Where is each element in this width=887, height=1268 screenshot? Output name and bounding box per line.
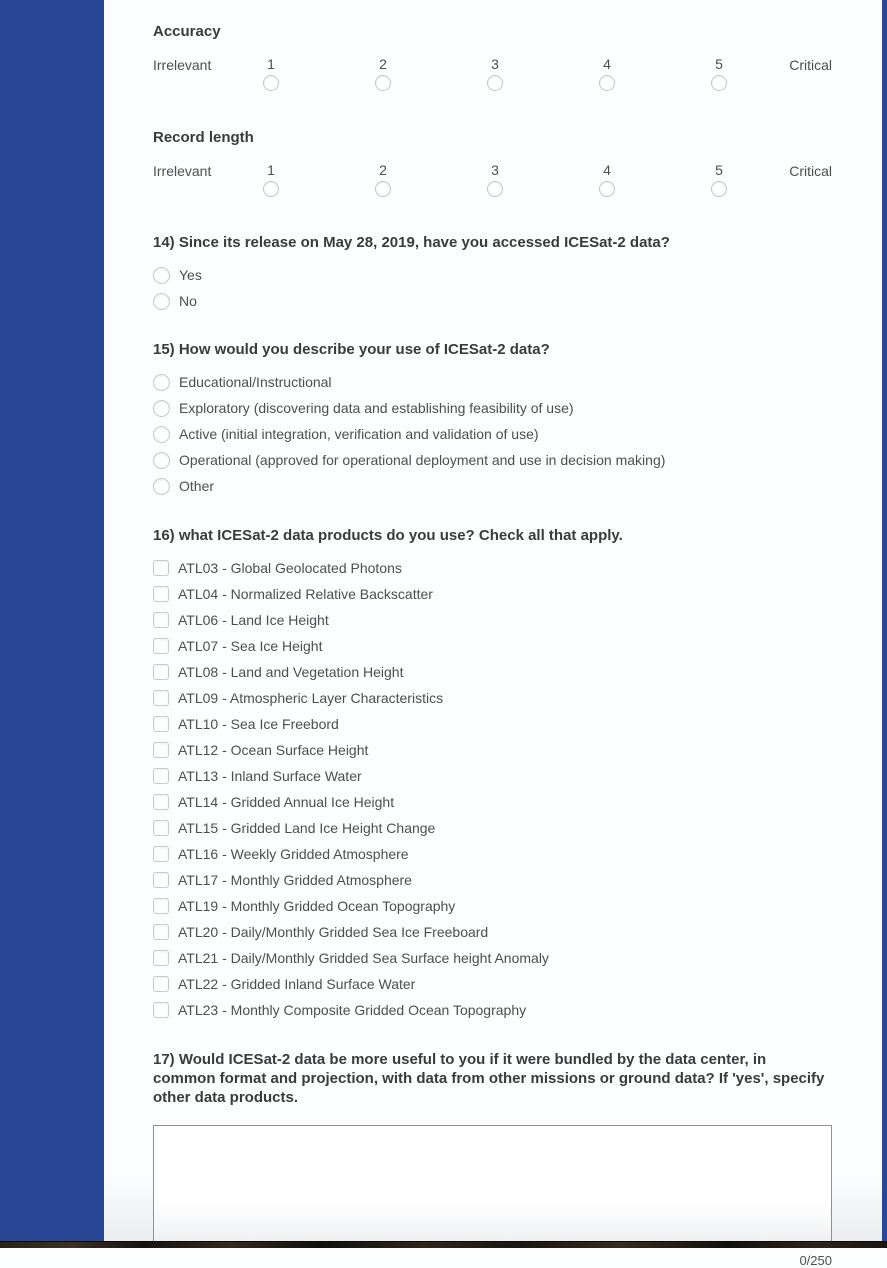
scale-point-number: 2 [379, 56, 387, 72]
option-label: ATL03 - Global Geolocated Photons [178, 560, 402, 576]
scale-point-3 [439, 56, 551, 91]
rating-question-title: Record length [153, 129, 254, 146]
checkbox-icon[interactable] [153, 950, 169, 966]
radio-option[interactable] [153, 262, 832, 288]
checkbox-icon[interactable] [153, 1002, 169, 1018]
option-label: ATL22 - Gridded Inland Surface Water [178, 976, 416, 992]
option-label: ATL19 - Monthly Gridded Ocean Topography [178, 898, 456, 914]
checkbox-option[interactable] [153, 737, 832, 763]
scale-radio-5[interactable] [711, 181, 727, 197]
scale-point-5 [663, 56, 775, 91]
question-14 [153, 233, 832, 314]
option-label: ATL06 - Land Ice Height [178, 612, 329, 628]
checkbox-icon[interactable] [153, 612, 169, 628]
checkbox-icon[interactable] [153, 690, 169, 706]
rating-question-title: Accuracy [153, 23, 221, 40]
checkbox-option[interactable] [153, 711, 832, 737]
question-14-options [153, 262, 832, 314]
question-17-title: 17) Would ICESat-2 data be more useful to you if it were bundled by the data center, in common format and projection, with data from other missions or ground data? If 'yes', specify other data products. [153, 1051, 825, 1106]
option-label: Yes [179, 267, 202, 283]
scale-point-1 [215, 162, 327, 197]
right-margin-panel [882, 0, 887, 1248]
option-label: ATL10 - Sea Ice Freebord [178, 716, 339, 732]
scale-right-label: Critical [789, 163, 832, 179]
radio-icon[interactable] [153, 426, 170, 443]
rating-question [153, 128, 832, 197]
question-15-options [153, 369, 832, 499]
scale-point-number: 5 [715, 162, 723, 178]
checkbox-option[interactable] [153, 581, 832, 607]
page-bottom-strip [0, 1241, 887, 1248]
radio-icon[interactable] [153, 478, 170, 495]
scale-radio-1[interactable] [263, 75, 279, 91]
checkbox-option[interactable] [153, 919, 832, 945]
radio-icon[interactable] [153, 452, 170, 469]
checkbox-icon[interactable] [153, 716, 169, 732]
option-label: ATL13 - Inland Surface Water [178, 768, 362, 784]
option-label: ATL04 - Normalized Relative Backscatter [178, 586, 433, 602]
radio-icon[interactable] [153, 374, 170, 391]
checkbox-icon[interactable] [153, 638, 169, 654]
scale-radio-4[interactable] [599, 75, 615, 91]
option-label: ATL09 - Atmospheric Layer Characteristics [178, 690, 444, 706]
scale-point-number: 1 [267, 162, 275, 178]
radio-option[interactable] [153, 288, 832, 314]
question-17 [153, 1050, 832, 1268]
option-label: Other [179, 478, 215, 494]
scale-point-4 [551, 162, 663, 197]
scale-point-number: 5 [715, 56, 723, 72]
scale-point-number: 3 [491, 56, 499, 72]
checkbox-icon[interactable] [153, 768, 169, 784]
question-15-title: 15) How would you describe your use of ICESat-2 data? [153, 341, 550, 358]
rating-matrix [153, 22, 832, 197]
checkbox-icon[interactable] [153, 664, 169, 680]
checkbox-icon[interactable] [153, 924, 169, 940]
scale-point-3 [439, 162, 551, 197]
rating-scale-row [153, 56, 832, 91]
option-label: ATL08 - Land and Vegetation Height [178, 664, 404, 680]
scale-radio-2[interactable] [375, 181, 391, 197]
question-14-title: 14) Since its release on May 28, 2019, have you accessed ICESat-2 data? [153, 234, 670, 251]
radio-option[interactable] [153, 369, 832, 395]
checkbox-icon[interactable] [153, 586, 169, 602]
option-label: ATL14 - Gridded Annual Ice Height [178, 794, 395, 810]
option-label: ATL23 - Monthly Composite Gridded Ocean Topography [178, 1002, 527, 1018]
scale-point-1 [215, 56, 327, 91]
question-16-options [153, 555, 832, 1023]
scale-left-label: Irrelevant [153, 163, 212, 179]
checkbox-icon[interactable] [153, 742, 169, 758]
checkbox-option[interactable] [153, 997, 832, 1023]
scale-point-4 [551, 56, 663, 91]
radio-icon[interactable] [153, 400, 170, 417]
option-label: ATL20 - Daily/Monthly Gridded Sea Ice Freeboard [178, 924, 489, 940]
scale-radio-4[interactable] [599, 181, 615, 197]
char-counter: 0/250 [799, 1253, 832, 1268]
left-margin-panel [0, 0, 104, 1248]
checkbox-option[interactable] [153, 893, 832, 919]
question-16-title: 16) what ICESat-2 data products do you use? Check all that apply. [153, 527, 623, 544]
option-label: Educational/Instructional [179, 374, 332, 390]
scale-point-number: 4 [603, 56, 611, 72]
scale-right-label: Critical [789, 57, 832, 73]
scale-point-number: 1 [267, 56, 275, 72]
option-label: ATL21 - Daily/Monthly Gridded Sea Surface height Anomaly [178, 950, 549, 966]
checkbox-option[interactable] [153, 789, 832, 815]
option-label: ATL16 - Weekly Gridded Atmosphere [178, 846, 409, 862]
checkbox-icon[interactable] [153, 560, 169, 576]
radio-option[interactable] [153, 395, 832, 421]
radio-icon[interactable] [153, 267, 170, 284]
option-label: ATL07 - Sea Ice Height [178, 638, 323, 654]
radio-option[interactable] [153, 473, 832, 499]
scale-point-5 [663, 162, 775, 197]
checkbox-icon[interactable] [153, 872, 169, 888]
scale-left-label: Irrelevant [153, 57, 212, 73]
option-label: ATL12 - Ocean Surface Height [178, 742, 369, 758]
option-label: Exploratory (discovering data and establishing feasibility of use) [179, 400, 574, 416]
scale-radio-3[interactable] [487, 181, 503, 197]
checkbox-icon[interactable] [153, 898, 169, 914]
radio-option[interactable] [153, 421, 832, 447]
scale-radio-5[interactable] [711, 75, 727, 91]
checkbox-option[interactable] [153, 607, 832, 633]
checkbox-option[interactable] [153, 685, 832, 711]
question-15 [153, 340, 832, 499]
rating-scale-row [153, 162, 832, 197]
checkbox-icon[interactable] [153, 846, 169, 862]
checkbox-icon[interactable] [153, 820, 169, 836]
radio-icon[interactable] [153, 293, 170, 310]
checkbox-option[interactable] [153, 815, 832, 841]
checkbox-option[interactable] [153, 659, 832, 685]
question-16 [153, 526, 832, 1023]
option-label: ATL17 - Monthly Gridded Atmosphere [178, 872, 412, 888]
checkbox-option[interactable] [153, 555, 832, 581]
scale-point-2 [327, 162, 439, 197]
question-17-textarea[interactable] [153, 1125, 832, 1244]
scale-point-number: 3 [491, 162, 499, 178]
checkbox-icon[interactable] [153, 794, 169, 810]
scale-point-number: 2 [379, 162, 387, 178]
checkbox-option[interactable] [153, 633, 832, 659]
checkbox-option[interactable] [153, 867, 832, 893]
scale-radio-3[interactable] [487, 75, 503, 91]
scale-point-number: 4 [603, 162, 611, 178]
checkbox-option[interactable] [153, 971, 832, 997]
option-label: No [179, 293, 197, 309]
rating-question [153, 22, 832, 91]
option-label: Active (initial integration, verification and validation of use) [179, 426, 539, 442]
scale-radio-2[interactable] [375, 75, 391, 91]
checkbox-option[interactable] [153, 945, 832, 971]
option-label: Operational (approved for operational deployment and use in decision making) [179, 452, 666, 468]
radio-option[interactable] [153, 447, 832, 473]
scale-radio-1[interactable] [263, 181, 279, 197]
checkbox-icon[interactable] [153, 976, 169, 992]
checkbox-option[interactable] [153, 763, 832, 789]
scale-point-2 [327, 56, 439, 91]
checkbox-option[interactable] [153, 841, 832, 867]
option-label: ATL15 - Gridded Land Ice Height Change [178, 820, 436, 836]
survey-content [104, 0, 882, 1268]
